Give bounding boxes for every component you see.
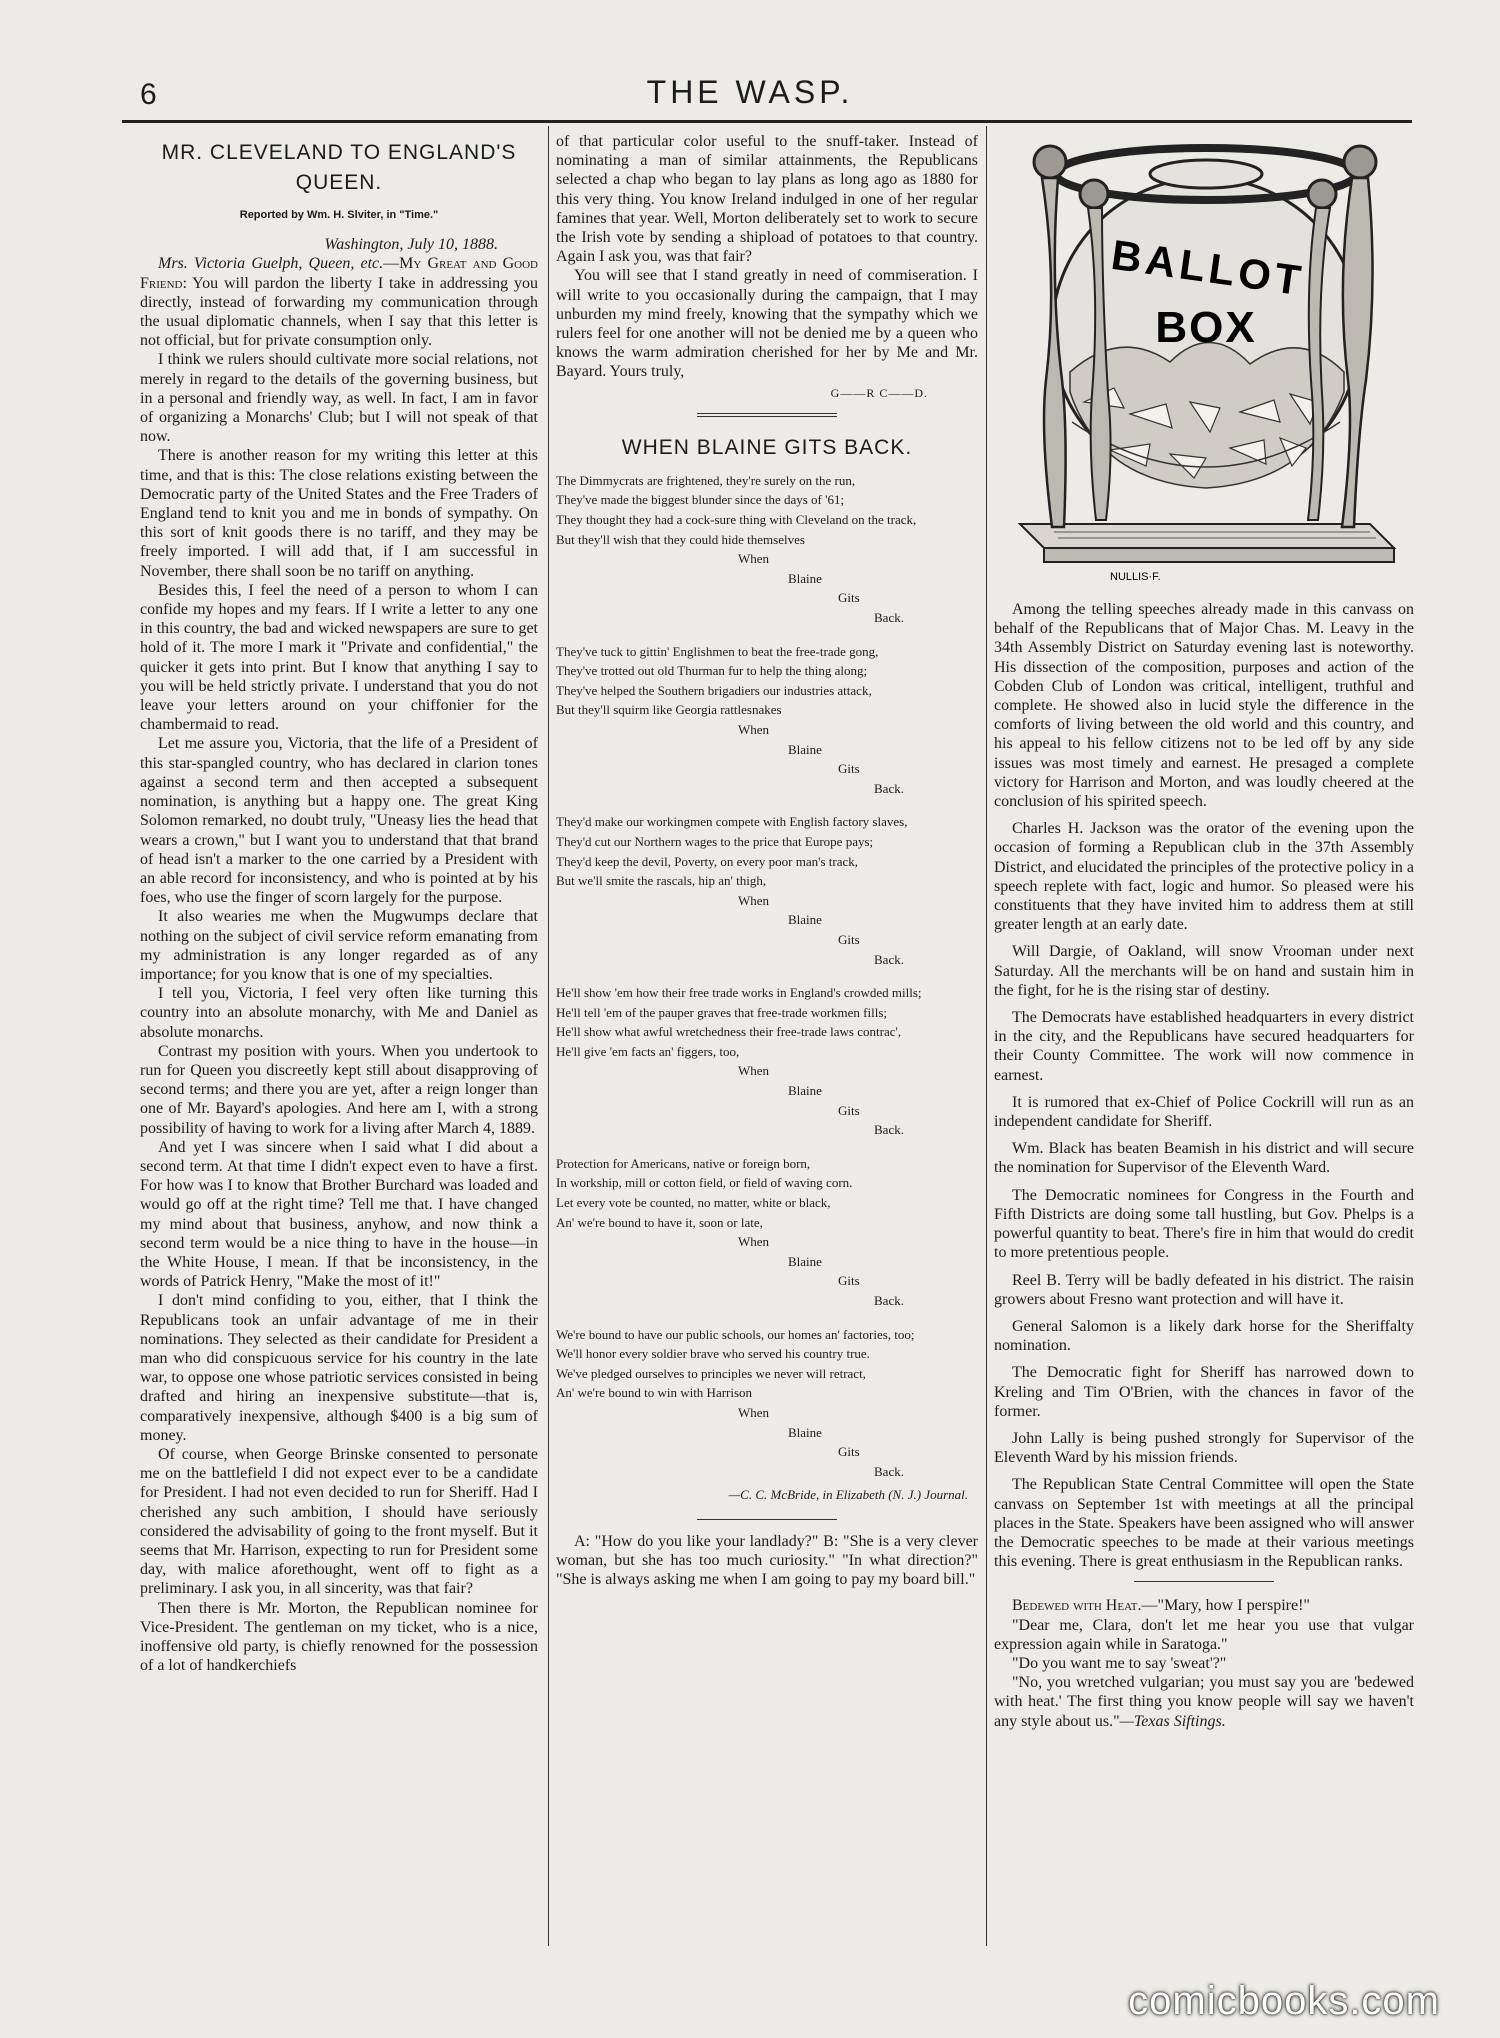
column-divider <box>986 126 987 1946</box>
refrain-line: Gits <box>838 931 860 947</box>
poem-line: They've tuck to gittin' Englishmen to beat the free-trade gong, <box>556 643 879 659</box>
column-divider <box>548 126 549 1946</box>
column-3 <box>994 132 1414 1942</box>
joke-line: —"Mary, how I perspire!" <box>1141 1597 1310 1615</box>
section-rule <box>697 1519 837 1520</box>
refrain-line: Back. <box>874 780 904 796</box>
article-paragraph: of that particular color useful to the snuff-taker. Instead of nominating a man of similar attainments, the Republicans selected a chap who began to lay plans as long ago as 1880 for this very thing. You know Ireland indulged in one of her regular famines that year. Well, Morton deliberately set to work to secure the Irish vote by sending a shipload of potatoes to that country. Again I ask you, was that fair? <box>556 133 978 266</box>
refrain-line: When <box>738 892 770 908</box>
poem-line: We're bound to have our public schools, our homes an' factories, too; <box>556 1326 915 1342</box>
news-paragraph: Will Dargie, of Oakland, will snow Vrooman under next Saturday. All the merchants will be on hand and sustain him in the fight, for he is the rising star of destiny. <box>994 943 1414 999</box>
news-paragraph: The Democratic nominees for Congress in the Fourth and Fifth Districts are doing some tall hustling, but Gov. Phelps is a powerful quantity to beat. There's fire in him that would do credit to more pretentious people. <box>994 1186 1414 1262</box>
article-paragraph: Contrast my position with yours. When you undertook to run for Queen you discreetly kept still about disapproving of second terms; and there you are yet, after a reign longer than one of Mr. Bayard's apologies. And here am I, with a strong possibility of having to work for a living after March 4, 1889. <box>140 1042 538 1137</box>
refrain-line: Back. <box>874 1293 904 1308</box>
refrain-line: Blaine <box>788 741 822 757</box>
poem-line: But we'll smite the rascals, hip an' thigh, <box>556 873 767 889</box>
refrain-line: Blaine <box>788 1424 822 1440</box>
poem-line: He'll show what awful wretchedness their free-trade laws contrac', <box>556 1024 902 1040</box>
poem-line: They'd keep the devil, Poverty, on every poor man's track, <box>556 853 859 869</box>
poem-line: We've pledged ourselves to principles we never will retract, <box>556 1365 866 1381</box>
news-paragraph: John Lally is being pushed strongly for Supervisor of the Eleventh Ward by his mission friends. <box>994 1429 1414 1467</box>
article-paragraph: Let me assure you, Victoria, that the life of a President of this star-spangled country, who has declared in clarion tones against a second term and then accepted a subsequent nomination, is anything but a happy one. The great King Solomon remarked, no doubt truly, "Uneasy lies the head that wears a crown," but I want you to understand that that brand of head isn't a marker to the one carried by a President with an able record for inconsistency, and who is pointed at by his foes, who use the finger of scorn largely for the purpose. <box>140 735 538 907</box>
section-rule <box>697 416 837 417</box>
poem-line: He'll give 'em facts an' figgers, too, <box>556 1043 740 1059</box>
article-paragraph: Then there is Mr. Morton, the Republican nominee for Vice-President. The gentleman on my ticket, who is a nice, inoffensive old party, is chiefly renowned for the possession of a lot of handkerchiefs <box>140 1599 538 1675</box>
news-paragraph: Charles H. Jackson was the orator of the evening upon the occasion of forming a Republican club in the 37th Assembly District, and elucidated the principles of the protective policy in a speech replete with fact, logic and humor. So pleased were his constituents that they have invited him to address them at still greater length at an early date. <box>994 820 1414 934</box>
letter-signature: G——R C——D. <box>830 385 928 400</box>
refrain-line: Gits <box>838 1102 860 1118</box>
page-number: 6 <box>140 78 157 111</box>
article-paragraph: I don't mind confiding to you, either, that I think the Republicans took an unfair advantage of me in their nominations. They selected as their candidate for President a man who did conspicuous service for his country in the late war, to oppose one whose patriotic services consisted in being drafted and hiring an inexpensive substitute—that is, comparatively inexpensive, although $400 is a big sum of money. <box>140 1292 538 1444</box>
article-paragraph: I think we rulers should cultivate more social relations, not merely in regard to the details of the governing business, but in a personal and friendly way, as well. In fact, I am in favor of organizing a Monarchs' Club; but I will not speak of that now. <box>140 351 538 446</box>
poem-line: He'll tell 'em of the pauper graves that free-trade workmen fills; <box>556 1004 887 1020</box>
poem-line: Protection for Americans, native or foreign born, <box>556 1155 811 1171</box>
poem-line: They'd make our workingmen compete with English factory slaves, <box>556 814 908 830</box>
poem-line: But they'll squirm like Georgia rattlesnakes <box>556 702 782 718</box>
refrain-line: Gits <box>838 1273 860 1289</box>
article-paragraph: It also wearies me when the Mugwumps declare that nothing on the subject of civil service reform emanating from my administration is any longer regarded as of any importance; for you know that is one of my specialties. <box>140 908 538 983</box>
news-paragraph: It is rumored that ex-Chief of Police Cockrill will run as an independent candidate for Sheriff. <box>994 1093 1414 1131</box>
poem-line: But they'll wish that they could hide themselves <box>556 531 805 547</box>
refrain-line: Blaine <box>788 570 822 586</box>
news-paragraph: Wm. Black has beaten Beamish in his district and will secure the nomination for Supervisor of the Eleventh Ward. <box>994 1140 1414 1177</box>
news-paragraph: The Democrats have established headquarters in every district in the city, and the Republicans have secured headquarters for their County Committee. The work will now commence in earnest. <box>994 1009 1414 1084</box>
news-paragraph: Among the telling speeches already made in this canvass on behalf of the Republicans that of Major Chas. M. Leavy in the 34th Assembly District on Saturday evening last is noteworthy. His dissection of the composition, purposes and action of the Cobden Club of London was critical, intelligent, truthful and complete. He showed also in lucid style the difference in the comforts of living between the old world and this country, and his appeal to his fellow citizens not to be led off by any side issues was most timely and earnest. He presaged a complete victory for Harrison and Morton, and was loudly cheered at the conclusion of his spirited speech. <box>994 601 1414 811</box>
poem-line: They'd cut our Northern wages to the price that Europe pays; <box>556 833 874 849</box>
poem-line: He'll show 'em how their free trade works in England's crowded mills; <box>556 985 922 1001</box>
poem-line: The Dimmycrats are frightened, they're surely on the run, <box>556 472 856 488</box>
poem-title: WHEN BLAINE GITS BACK. <box>621 435 913 459</box>
article-paragraph: You will see that I stand greatly in need of commiseration. I will write to you occasionally during the campaign, that I may unburden my mind freely, knowing that the sympathy which we rulers feel for one another will not be denied me by a queen who knows the warm admiration cherished for her by Me and Mr. Bayard. Yours truly, <box>556 267 978 381</box>
news-paragraph: General Salomon is a likely dark horse for the Sheriffalty nomination. <box>994 1317 1414 1355</box>
poem-stanza <box>556 1325 978 1482</box>
poem-line: They've helped the Southern brigadiers our industries attack, <box>556 682 872 698</box>
poem-line: They thought they had a cock-sure thing with Cleveland on the track, <box>556 512 917 528</box>
joke-paragraph <box>994 1673 1414 1731</box>
refrain-line: Back. <box>874 1463 904 1479</box>
article-paragraph: Of course, when George Brinske consented to personate me on the battlefield I did not expect ever to be a candidate for President. I had not even decided to run for Sheriff. Had I cherished any such ambition, I should have seriously considered the advisability of going to the front myself. But it seems that Mr. Harrison, expecting to run for President some day, with malice aforethought, went off to fight as a preliminary. I ask you, in all sincerity, was that fair? <box>140 1446 538 1598</box>
refrain-line: Gits <box>838 1444 860 1460</box>
article-dateline: Washington, July 10, 1888. <box>324 236 498 254</box>
refrain-line: When <box>738 1234 770 1250</box>
refrain-line: Blaine <box>788 912 822 928</box>
poem-line: They've made the biggest blunder since the days of '61; <box>556 492 845 508</box>
news-paragraph: The Republican State Central Committee will open the State canvass on September 1st with meetings at all the principal places in the State. Speakers have been assigned who will answer the Democratic speeches to be made at their various meetings this evening. There is great enthusiasm in the Republican ranks. <box>994 1476 1414 1571</box>
refrain-line: Gits <box>838 761 860 777</box>
poem-stanza <box>556 471 978 628</box>
watermark: comicbooks.com <box>1128 1979 1440 2023</box>
article-paragraph: I tell you, Victoria, I feel very often like turning this country into an absolute monarchy, with Me and Daniel as absolute monarchs. <box>140 985 538 1041</box>
article-paragraph <box>140 254 538 350</box>
masthead-title: THE WASP. <box>646 74 854 110</box>
paragraph-text: : You will pardon the liberty I take in addressing you directly, instead of forwarding my communication through the usual diplomatic channels, when I say that this letter is not official, but for private consumption only. <box>140 274 538 350</box>
illustration-label-box: BOX <box>1155 303 1257 352</box>
poem <box>556 471 978 1505</box>
refrain-line: When <box>738 551 770 567</box>
section-rule <box>1134 1581 1274 1582</box>
refrain-line: Back. <box>874 610 904 625</box>
article-paragraph: Besides this, I feel the need of a person to whom I can confide my hopes and my fears. If I write a letter to any one in this country, the bad and wicked newspapers are sure to get hold of it. The more I mark it "Private and confidential," the quicker it gets into print. But I know that anything I say to you will be held strictly private. I understand that you do not leave your letters around on your chiffonier for the chambermaid to read. <box>140 581 538 734</box>
poem-stanza <box>556 1154 978 1311</box>
article-byline: Reported by Wm. H. Slviter, in "Time." <box>239 209 439 221</box>
article-headline: MR. CLEVELAND TO ENGLAND'S QUEEN. <box>161 141 517 194</box>
poem-line: An' we're bound to win with Harrison <box>556 1385 753 1401</box>
joke-paragraph <box>994 1596 1414 1615</box>
poem-stanza <box>556 983 978 1140</box>
poem-credit: —C. C. McBride, in Elizabeth (N. J.) Journal. <box>728 1487 968 1503</box>
ballot-box-illustration <box>1010 132 1398 592</box>
header-rule <box>122 120 1412 123</box>
column-2 <box>556 132 978 1942</box>
article-paragraph: And yet I was sincere when I said what I did about a second term. At that time I didn't expect even to have a first. For how was I to know that Brother Burchard was loaded and would go off at the right time? Tell me that. I have changed my mind about that business, anyhow, and now think a second term would be a nice thing to have in the house—in the White House, I mean. If that be inconsistency, in the words of Patrick Henry, "Make the most of it!" <box>140 1138 538 1291</box>
refrain-line: Gits <box>838 590 860 606</box>
salutation-caps: —My Great and Good Friend <box>140 255 538 292</box>
poem-stanza <box>556 812 978 969</box>
news-paragraph: Reel B. Terry will be badly defeated in his district. The raisin growers about Fresno want protection and will have it. <box>994 1271 1414 1308</box>
joke-paragraph: A: "How do you like your landlady?" B: "She is a very clever woman, but she has too much curiosity." "In what direction?" "She is always asking me when I am going to pay my board bill." <box>556 1532 978 1589</box>
joke-paragraph: "Do you want me to say 'sweat'?" <box>1012 1654 1227 1672</box>
joke-line: "No, you wretched vulgarian; you must say you are 'bedewed with heat.' The first thing you know people will say we haven't any style about us." <box>994 1674 1414 1730</box>
joke-heading: Bedewed with Heat. <box>1012 1597 1142 1615</box>
refrain-line: When <box>738 1063 770 1079</box>
column-1 <box>140 132 538 1942</box>
joke-paragraph: "Dear me, Clara, don't let me hear you use that vulgar expression again while in Saratoga." <box>994 1616 1414 1653</box>
illustration-label-ballot: BALLOT <box>1108 230 1308 305</box>
poem-line: Let every vote be counted, no matter, white or black, <box>556 1195 831 1211</box>
poem-stanza <box>556 642 978 799</box>
refrain-line: Back. <box>874 951 904 967</box>
poem-line: We'll honor every soldier brave who served his country true. <box>556 1346 870 1362</box>
poem-line: An' we're bound to have it, soon or late, <box>556 1214 763 1230</box>
poem-line: They've trotted out old Thurman fur to help the thing along; <box>556 663 868 679</box>
joke-credit: —Texas Siftings. <box>1119 1712 1226 1730</box>
article-paragraph: There is another reason for my writing this letter at this time, and that is this: The close relations existing between the Democratic party of the United States and the Free Traders of England tend to knit you and me in bonds of sympathy. On this sort of knit goods there is no tariff, and they may be freely imported. I will add that, if I am successful in November, there shall soon be no tariff on anything. <box>140 447 538 580</box>
poem-line: In workship, mill or cotton field, or field of waving corn. <box>556 1175 853 1191</box>
refrain-line: Blaine <box>788 1083 822 1099</box>
refrain-line: Blaine <box>788 1253 822 1269</box>
news-paragraph: The Democratic fight for Sheriff has narrowed down to Kreling and Tim O'Brien, with the chances in favor of the former. <box>994 1364 1414 1420</box>
refrain-line: Back. <box>874 1122 904 1138</box>
salutation: Mrs. Victoria Guelph, Queen, etc. <box>158 255 384 273</box>
section-rule <box>697 413 837 414</box>
refrain-line: When <box>738 1404 770 1420</box>
illustration-artist: NULLIS·F. <box>1110 571 1161 583</box>
refrain-line: When <box>738 721 770 737</box>
